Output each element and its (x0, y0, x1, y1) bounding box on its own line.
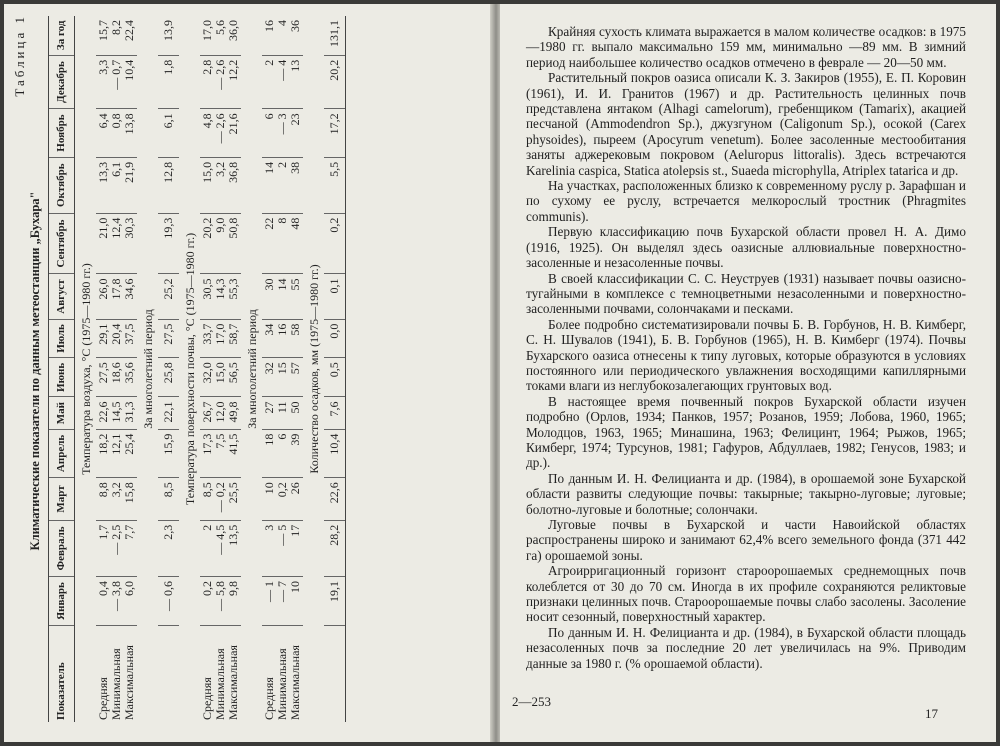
cell-value: 15,0 (213, 362, 227, 384)
cell-value: 5,5 (327, 161, 341, 177)
cell-value: 0,2 (200, 580, 214, 596)
table-cell (200, 55, 241, 109)
cell-value: 17,0 (200, 20, 214, 41)
cell-value: 17 (288, 524, 302, 537)
cell-value: 9,8 (226, 580, 240, 596)
cell-value: — 0,7 (109, 59, 123, 90)
cell-value: 13,5 (226, 524, 240, 546)
table-cell (262, 429, 303, 478)
cell-value: 6 (262, 113, 276, 120)
cell-value: 2 (275, 161, 289, 168)
cell-value: 4,8 (200, 113, 214, 129)
cell-value: 8,5 (200, 482, 214, 498)
cell-value: 57 (288, 362, 302, 375)
table-cell (158, 109, 179, 158)
column-header: Апрель (49, 429, 75, 478)
column-header: Январь (49, 576, 75, 625)
cell-value: 14,3 (213, 278, 227, 300)
cell-value: 10,4 (327, 433, 341, 455)
paragraph: Растительный покров оазиса описали К. З. Закиров (1955), Е. П. Коровин (1961), И. И. Гранитов (1967) и др. Растительность целинных почв представлена янтаком (Alhagi camelorum), гребенщиком (Tamarix), акацией песчаной (Ammodendron Sp.), джузгуном (Caligonum Sp.), осокой (Carex physoides), пыреем (Apocyrum venetum). Более засоленные местообитания заняты аджерековым покровом (Aeluropus littoralis). Здесь встречаются Karelinia caspica, Statica atolepsis st., Suaeda microphylla, Atriplex tatarica и др. (526, 70, 966, 178)
cell-value: 0,0 (327, 323, 341, 339)
table-cell (324, 319, 346, 358)
table-cell (262, 109, 303, 158)
cell-value: 12,8 (161, 161, 175, 183)
cell-value: 38 (288, 161, 302, 174)
column-header: Сентябрь (49, 213, 75, 274)
row-labels (262, 626, 303, 723)
cell-value: 10,4 (122, 59, 136, 81)
cell-value: 0,4 (96, 580, 110, 596)
cell-value: 32 (262, 362, 276, 375)
body-text (526, 24, 966, 671)
table-body (75, 16, 346, 722)
cell-value: 11 (275, 401, 289, 414)
cell-value: 20,4 (109, 323, 123, 345)
table-cell (324, 478, 346, 521)
table-cell (158, 520, 179, 576)
cell-value: 6,4 (96, 113, 110, 129)
table-cell (324, 16, 346, 55)
table-cell (96, 429, 137, 478)
column-header: Май (49, 397, 75, 429)
cell-value: 37,5 (122, 323, 136, 345)
table-cell (158, 55, 179, 109)
table-cell (200, 429, 241, 478)
cell-value: — 0,6 (161, 580, 175, 611)
table-cell (96, 157, 137, 213)
cell-value: — 5 (275, 524, 289, 546)
cell-value: 12,2 (226, 59, 240, 81)
cell-value: 10 (288, 580, 302, 593)
table-cell (200, 109, 241, 158)
row-label: Средняя (262, 677, 276, 720)
section-heading: Температура поверхности почвы, °С (1975—1980 гг.) (183, 232, 197, 506)
cell-value: 0,1 (327, 278, 341, 294)
cell-value: 14,5 (109, 401, 123, 423)
table-cell (96, 16, 137, 55)
table-cell (158, 157, 179, 213)
cell-value: 22,6 (327, 482, 341, 504)
cell-value: — 7 (275, 580, 289, 602)
table-cell (96, 109, 137, 158)
section-heading: Количество осадков, мм (1975—1980 гг.) (307, 264, 321, 474)
cell-value: 55,3 (226, 278, 240, 300)
cell-value: 26,0 (96, 278, 110, 300)
cell-value: — 1 (262, 580, 276, 602)
signature-mark: 2—253 (512, 694, 551, 709)
cell-value: 1,7 (96, 524, 110, 540)
table-row (200, 16, 241, 722)
cell-value: 22,1 (161, 401, 175, 423)
cell-value: 17,0 (213, 323, 227, 345)
cell-value: 19,1 (327, 580, 341, 602)
cell-value: 21,0 (96, 217, 110, 239)
cell-value: 13 (288, 59, 302, 72)
table-cell (324, 109, 346, 158)
cell-value: 4 (275, 20, 289, 26)
cell-value: 8 (275, 217, 289, 224)
section-heading-row (241, 16, 262, 722)
paragraph: На участках, расположенных близко к современному руслу р. Зарафшан и по сухому ее руслу, встречается мелкорослый тростник (Phragmites communis). (526, 178, 966, 224)
cell-value: 34,6 (122, 278, 136, 300)
column-header: Август (49, 274, 75, 319)
column-header: За год (49, 16, 75, 55)
column-header: Октябрь (49, 157, 75, 213)
cell-value: 14 (275, 278, 289, 291)
cell-value: 12,0 (213, 401, 227, 423)
cell-value: — 2,6 (213, 59, 227, 90)
cell-value: 30,3 (122, 217, 136, 239)
cell-value: 8,2 (109, 20, 123, 35)
cell-value: — 3 (275, 113, 289, 135)
cell-value: 2,8 (200, 59, 214, 75)
column-header: Июль (49, 319, 75, 358)
table-cell (262, 274, 303, 319)
cell-value: 32,0 (200, 362, 214, 384)
cell-value: 19,3 (161, 217, 175, 239)
cell-value: — 0,2 (213, 482, 227, 513)
table-cell (158, 319, 179, 358)
rotated-table-block (8, 6, 492, 736)
table-cell (96, 213, 137, 274)
column-header: Показатель (49, 626, 75, 723)
table-cell (158, 429, 179, 478)
cell-value: 3,3 (96, 59, 110, 75)
table-cell (324, 157, 346, 213)
table-cell (96, 319, 137, 358)
row-labels (200, 626, 241, 723)
cell-value: 14 (262, 161, 276, 174)
climate-table (48, 16, 346, 722)
row-labels (96, 626, 137, 723)
cell-value: 3 (262, 524, 276, 531)
cell-value: 10 (262, 482, 276, 495)
cell-value: 23 (288, 113, 302, 126)
cell-value: 22 (262, 217, 276, 230)
table-cell (262, 319, 303, 358)
cell-value: 2 (262, 59, 276, 66)
section-heading-row (179, 16, 200, 722)
cell-value: 15,8 (122, 482, 136, 504)
cell-value: 36 (288, 20, 302, 32)
table-cell (200, 397, 241, 429)
table-cell (262, 520, 303, 576)
cell-value: 34 (262, 323, 276, 336)
cell-value: — 4,5 (213, 524, 227, 555)
cell-value: 30 (262, 278, 276, 291)
table-row (262, 16, 303, 722)
table-cell (200, 576, 241, 625)
page-number: 17 (925, 706, 938, 721)
cell-value: 27 (262, 401, 276, 414)
section-heading: За многолетний период (245, 309, 259, 429)
cell-value: 9,0 (213, 217, 227, 233)
column-header: Ноябрь (49, 109, 75, 158)
cell-value: 15,0 (200, 161, 214, 183)
table-cell (200, 319, 241, 358)
cell-value: 49,8 (226, 401, 240, 423)
table-cell (96, 358, 137, 397)
cell-value: 6,0 (122, 580, 136, 596)
row-label: Средняя (96, 677, 110, 720)
cell-value: 3,2 (109, 482, 123, 498)
column-header: Март (49, 478, 75, 521)
table-cell (324, 429, 346, 478)
cell-value: 18,2 (96, 433, 110, 455)
table-cell (324, 358, 346, 397)
table-row (158, 16, 179, 722)
column-header: Декабрь (49, 55, 75, 109)
paragraph: В своей классификации С. С. Неуструев (1931) называет почвы оазисно-тугайными в комплексе с темноцветными незасоленными и поверхностно-засоленными почвами, солончаками и песками. (526, 270, 966, 317)
cell-value: 3,2 (213, 161, 227, 177)
cell-value: 15 (275, 362, 289, 375)
cell-value: 28,2 (327, 524, 341, 546)
cell-value: 131,1 (327, 20, 341, 47)
cell-value: 13,9 (161, 20, 175, 41)
cell-value: 25,5 (226, 482, 240, 504)
left-page (4, 4, 492, 742)
table-cell (324, 213, 346, 274)
cell-value: 25,2 (161, 278, 175, 300)
cell-value: 31,3 (122, 401, 136, 423)
cell-value: 22,4 (122, 20, 136, 41)
table-cell (158, 16, 179, 55)
cell-value: 25,8 (161, 362, 175, 384)
cell-value: 13,8 (122, 113, 136, 135)
cell-value: 25,4 (122, 433, 136, 455)
column-header: Июнь (49, 358, 75, 397)
cell-value: 41,5 (226, 433, 240, 455)
paragraph: Луговые почвы в Бухарской и части Навоийской областях распространены широко и занимают 62,4% всего земельного фонда (371 442 га) орошаемой зоны. (526, 517, 966, 563)
cell-value: 17,8 (109, 278, 123, 300)
cell-value: 17,3 (200, 433, 214, 455)
table-cell (262, 55, 303, 109)
cell-value: 27,5 (161, 323, 175, 345)
table-cell (200, 358, 241, 397)
table-cell (200, 213, 241, 274)
table-cell (262, 576, 303, 625)
section-heading-row (137, 16, 158, 722)
paragraph: Крайняя сухость климата выражается в малом количестве осадков: в 1975—1980 гг. выпало максимально 159 мм, минимально —89 мм. В зимний период наибольшее количество осадков отмечено в феврале — 20—50 мм. (526, 24, 966, 70)
cell-value: 20,2 (327, 59, 341, 81)
table-cell (200, 157, 241, 213)
table-title: Климатические показатели по данным метеостанции „Бухара" (28, 191, 42, 551)
row-label (162, 630, 175, 720)
cell-value: 26,7 (200, 401, 214, 423)
table-cell (158, 358, 179, 397)
cell-value: 29,1 (96, 323, 110, 345)
table-cell (262, 157, 303, 213)
row-label: Минимальная (109, 648, 123, 720)
paragraph: Первую классификацию почв Бухарской области провел Н. А. Димо (1916, 1925). Он выделял здесь оазисные аллювиальные поверхностно-засоленные и незасоленные почвы. (526, 224, 966, 271)
cell-value: — 2,6 (213, 113, 227, 144)
paragraph: Более подробно систематизировали почвы Б. В. Горбунов, Н. В. Кимберг, С. Н. Шувалов (1941), Б. В. Горбунов (1965), Н. В. Кимберг (1974). Почвы Бухарского оазиса отнесены к типу луговых, которые образуются в условиях постоянного или периодического увлажнения восходящими капиллярными токами влаги из неглубокозалегающих грунтовых вод. (526, 316, 966, 394)
section-heading-row (303, 16, 324, 722)
cell-value: 27,5 (96, 362, 110, 384)
table-cell (200, 16, 241, 55)
cell-value: 7,5 (213, 433, 227, 449)
cell-value: 8,8 (96, 482, 110, 498)
right-page (500, 4, 996, 742)
cell-value: 21,6 (226, 113, 240, 135)
cell-value: — 2,5 (109, 524, 123, 555)
table-cell (262, 397, 303, 429)
row-label: Максимальная (288, 645, 302, 720)
row-label: Максимальная (226, 645, 240, 720)
cell-value: 36,8 (226, 161, 240, 183)
section-heading: За многолетний период (141, 309, 155, 429)
table-cell (158, 274, 179, 319)
cell-value: 16 (275, 323, 289, 336)
table-cell (158, 397, 179, 429)
cell-value: 2 (200, 524, 214, 531)
cell-value: 30,5 (200, 278, 214, 300)
row-label: Минимальная (275, 648, 289, 720)
table-cell (262, 213, 303, 274)
cell-value: — 4 (275, 59, 289, 81)
section-heading-row (75, 16, 97, 722)
cell-value: 26 (288, 482, 302, 495)
cell-value: 17,2 (327, 113, 341, 135)
table-cell (96, 520, 137, 576)
table-cell (262, 16, 303, 55)
paragraph: Агроирригационный горизонт староорошаемых среднемощных почв колеблется от 30 до 70 см. Иногда в их профиле сохраняются реликтовые признаки целинных почв. Староорошаемые почвы слабо засолены. Засоление носит сезонный, поверхностный характер. (526, 563, 966, 625)
cell-value: 0,2 (275, 482, 289, 498)
cell-value: 56,5 (226, 362, 240, 384)
table-cell (96, 397, 137, 429)
row-label: Средняя (200, 677, 214, 720)
cell-value: 6,1 (161, 113, 175, 129)
cell-value: 39 (288, 433, 302, 446)
cell-value: 50 (288, 401, 302, 414)
table-cell (96, 576, 137, 625)
cell-value: 18,6 (109, 362, 123, 384)
row-label: Максимальная (122, 645, 136, 720)
cell-value: 5,6 (213, 20, 227, 35)
cell-value: 13,3 (96, 161, 110, 183)
table-cell (262, 478, 303, 521)
table-cell (324, 397, 346, 429)
paragraph: По данным И. Н. Фелицианта и др. (1984), в Бухарской области площадь незасоленных почв за последние 20 лет увеличилась на 9%. Приводим данные за 1980 г. (% орошаемой области). (526, 624, 966, 671)
cell-value: 7,6 (327, 401, 341, 417)
cell-value: 16 (262, 20, 276, 32)
cell-value: 20,2 (200, 217, 214, 239)
table-cell (158, 576, 179, 625)
table-cell (200, 274, 241, 319)
row-labels (158, 626, 179, 723)
cell-value: 8,5 (161, 482, 175, 498)
table-cell (158, 213, 179, 274)
table-cell (324, 274, 346, 319)
cell-value: — 5,8 (213, 580, 227, 611)
table-row (96, 16, 137, 722)
table-cell (96, 274, 137, 319)
column-header: Февраль (49, 520, 75, 576)
cell-value: 21,9 (122, 161, 136, 183)
cell-value: 0,5 (327, 362, 341, 378)
table-cell (200, 520, 241, 576)
cell-value: 58 (288, 323, 302, 336)
cell-value: 7,7 (122, 524, 136, 540)
cell-value: 15,7 (96, 20, 110, 41)
cell-value: 22,6 (96, 401, 110, 423)
row-label (328, 630, 341, 720)
table-cell (96, 55, 137, 109)
cell-value: 0,8 (109, 113, 123, 129)
table-cell (200, 478, 241, 521)
cell-value: 12,1 (109, 433, 123, 455)
table-header-row (49, 16, 75, 722)
cell-value: 33,7 (200, 323, 214, 345)
section-heading: Температура воздуха, °С (1975—1980 гг.) (79, 263, 93, 475)
cell-value: 58,7 (226, 323, 240, 345)
cell-value: 18 (262, 433, 276, 446)
table-cell (262, 358, 303, 397)
table-cell (324, 576, 346, 625)
cell-value: 55 (288, 278, 302, 291)
table-cell (158, 478, 179, 521)
row-labels (324, 626, 346, 723)
table-cell (96, 478, 137, 521)
cell-value: 6,1 (109, 161, 123, 177)
cell-value: 48 (288, 217, 302, 230)
cell-value: 36,0 (226, 20, 240, 41)
table-cell (324, 55, 346, 109)
cell-value: 6 (275, 433, 289, 440)
row-label: Минимальная (213, 648, 227, 720)
cell-value: — 3,8 (109, 580, 123, 611)
paragraph: По данным И. Н. Фелицианта и др. (1984), в орошаемой зоне Бухарской области развиты следующие почвы: такырные; такырно-луговые; луговые; болотно-луговые и болотные; солончаки. (526, 470, 966, 517)
cell-value: 50,8 (226, 217, 240, 239)
table-row (324, 16, 346, 722)
cell-value: 1,8 (161, 59, 175, 75)
paragraph: В настоящее время почвенный покров Бухарской области изучен подробно (Орлов, 1934; Панков, 1957; Розанов, 1959; Лобова, 1960, 1965; Молодцов, 1963, 1965; Минашина, 1963; Фелицинт, 1964; Рыжов, 1965; Кимберг, 1974; Турсунов, 1981; Гафуров, Абдуллаев, 1982; Генусов, 1983; и др.). (526, 393, 966, 471)
cell-value: 35,6 (122, 362, 136, 384)
cell-value: 0,2 (327, 217, 341, 233)
table-cell (324, 520, 346, 576)
cell-value: 2,3 (161, 524, 175, 540)
cell-value: 12,4 (109, 217, 123, 239)
table-number: Таблица 1 (12, 14, 27, 97)
cell-value: 15,9 (161, 433, 175, 455)
